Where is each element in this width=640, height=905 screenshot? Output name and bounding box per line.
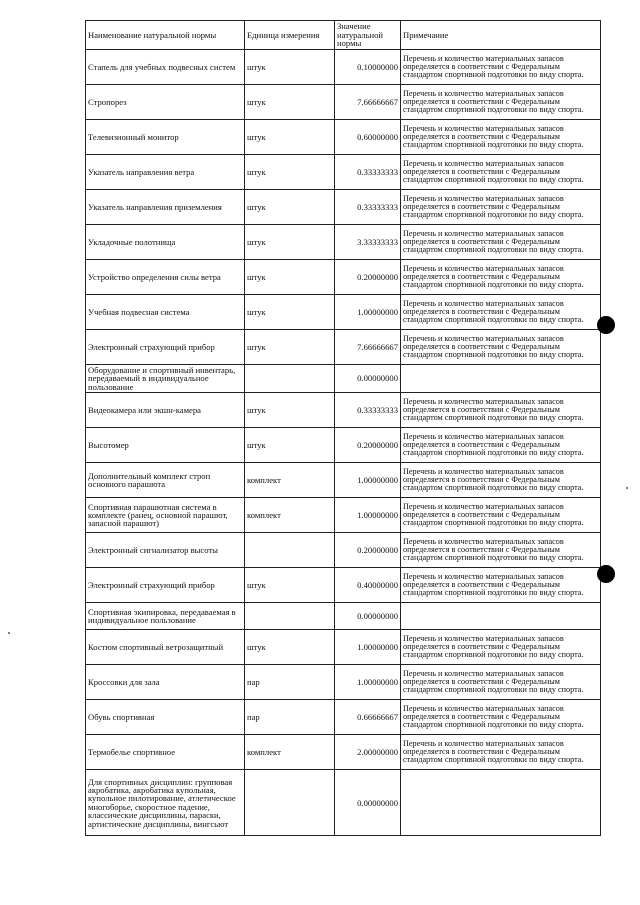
- row-name: Высотомер: [86, 428, 245, 463]
- row-name: Учебная подвесная система: [86, 295, 245, 330]
- table-row: [86, 225, 601, 260]
- row-value: 0.33333333: [335, 393, 401, 428]
- row-name: Указатель направления приземления: [86, 190, 245, 225]
- row-value: 0.20000000: [335, 428, 401, 463]
- row-note: Перечень и количество материальных запасов определяется в соответствии с Федеральным стандартом спортивной подготовки по виду спорта.: [401, 533, 601, 568]
- row-value: 1.00000000: [335, 630, 401, 665]
- row-unit: штук: [245, 190, 335, 225]
- row-unit: штук: [245, 85, 335, 120]
- scan-speck: [626, 487, 628, 489]
- table-row: [86, 665, 601, 700]
- row-note: Перечень и количество материальных запасов определяется в соответствии с Федеральным стандартом спортивной подготовки по виду спорта.: [401, 85, 601, 120]
- row-note: Перечень и количество материальных запасов определяется в соответствии с Федеральным стандартом спортивной подготовки по виду спорта.: [401, 393, 601, 428]
- row-value: 1.00000000: [335, 665, 401, 700]
- row-name: Указатель направления ветра: [86, 155, 245, 190]
- row-value: 1.00000000: [335, 295, 401, 330]
- header-note: Примечание: [401, 21, 601, 50]
- row-note: Перечень и количество материальных запасов определяется в соответствии с Федеральным стандартом спортивной подготовки по виду спорта.: [401, 225, 601, 260]
- row-name: Видеокамера или экшн-камера: [86, 393, 245, 428]
- table-row: [86, 190, 601, 225]
- table-row: [86, 533, 601, 568]
- row-note: Перечень и количество материальных запасов определяется в соответствии с Федеральным стандартом спортивной подготовки по виду спорта.: [401, 700, 601, 735]
- row-note: Перечень и количество материальных запасов определяется в соответствии с Федеральным стандартом спортивной подготовки по виду спорта.: [401, 190, 601, 225]
- table-row: [86, 463, 601, 498]
- row-name: Электронный страхующий прибор: [86, 330, 245, 365]
- table-row: [86, 498, 601, 533]
- row-unit: [245, 533, 335, 568]
- table-row-section: [86, 603, 601, 630]
- row-unit: штук: [245, 330, 335, 365]
- row-value: 7.66666667: [335, 85, 401, 120]
- row-note: Перечень и количество материальных запасов определяется в соответствии с Федеральным стандартом спортивной подготовки по виду спорта.: [401, 155, 601, 190]
- table-row: [86, 155, 601, 190]
- table-row: [86, 85, 601, 120]
- row-note: Перечень и количество материальных запасов определяется в соответствии с Федеральным стандартом спортивной подготовки по виду спорта.: [401, 665, 601, 700]
- row-name: Телевизионный монитор: [86, 120, 245, 155]
- row-note: Перечень и количество материальных запасов определяется в соответствии с Федеральным стандартом спортивной подготовки по виду спорта.: [401, 260, 601, 295]
- row-unit: штук: [245, 155, 335, 190]
- row-note: [401, 603, 601, 630]
- row-value: 0.00000000: [335, 365, 401, 393]
- row-name: Электронный страхующий прибор: [86, 568, 245, 603]
- row-value: 0.00000000: [335, 770, 401, 836]
- row-value: 0.66666667: [335, 700, 401, 735]
- table-row: [86, 330, 601, 365]
- table-row: [86, 428, 601, 463]
- row-note: Перечень и количество материальных запасов определяется в соответствии с Федеральным стандартом спортивной подготовки по виду спорта.: [401, 630, 601, 665]
- row-name: Спортивная парашютная система в комплекте (ранец, основной парашют, запасной парашют): [86, 498, 245, 533]
- header-name: Наименование натуральной нормы: [86, 21, 245, 50]
- row-name: Дополнительный комплект строп основного парашюта: [86, 463, 245, 498]
- row-unit: [245, 770, 335, 836]
- row-unit: пар: [245, 665, 335, 700]
- row-name: Для спортивных дисциплин: групповая акробатика, акробатика купольная, купольное пилотирование, атлетическое многоборье, скоростное падение, классические дисциплины, параски, артистические дисциплины, вингсьют: [86, 770, 245, 836]
- row-unit: [245, 603, 335, 630]
- row-note: Перечень и количество материальных запасов определяется в соответствии с Федеральным стандартом спортивной подготовки по виду спорта.: [401, 295, 601, 330]
- row-value: 0.10000000: [335, 50, 401, 85]
- row-value: 0.20000000: [335, 533, 401, 568]
- row-name: Стапель для учебных подвесных систем: [86, 50, 245, 85]
- table-row-section: [86, 770, 601, 836]
- row-unit: штук: [245, 393, 335, 428]
- row-value: 1.00000000: [335, 498, 401, 533]
- table-row: [86, 700, 601, 735]
- table-row: [86, 630, 601, 665]
- row-name: Костюм спортивный ветрозащитный: [86, 630, 245, 665]
- row-unit: [245, 365, 335, 393]
- row-note: Перечень и количество материальных запасов определяется в соответствии с Федеральным стандартом спортивной подготовки по виду спорта.: [401, 50, 601, 85]
- row-unit: штук: [245, 295, 335, 330]
- row-unit: комплект: [245, 463, 335, 498]
- row-unit: штук: [245, 260, 335, 295]
- row-unit: штук: [245, 120, 335, 155]
- row-value: 0.60000000: [335, 120, 401, 155]
- row-name: Стропорез: [86, 85, 245, 120]
- row-unit: штук: [245, 50, 335, 85]
- row-name: Электронный сигнализатор высоты: [86, 533, 245, 568]
- row-note: Перечень и количество материальных запасов определяется в соответствии с Федеральным стандартом спортивной подготовки по виду спорта.: [401, 120, 601, 155]
- row-value: 3.33333333: [335, 225, 401, 260]
- row-note: [401, 365, 601, 393]
- header-unit: Единица измерения: [245, 21, 335, 50]
- row-value: 0.20000000: [335, 260, 401, 295]
- row-note: Перечень и количество материальных запасов определяется в соответствии с Федеральным стандартом спортивной подготовки по виду спорта.: [401, 463, 601, 498]
- row-name: Обувь спортивная: [86, 700, 245, 735]
- row-value: 0.40000000: [335, 568, 401, 603]
- row-name: Термобелье спортивное: [86, 735, 245, 770]
- row-note: Перечень и количество материальных запасов определяется в соответствии с Федеральным стандартом спортивной подготовки по виду спорта.: [401, 735, 601, 770]
- row-name: Устройство определения силы ветра: [86, 260, 245, 295]
- row-note: Перечень и количество материальных запасов определяется в соответствии с Федеральным стандартом спортивной подготовки по виду спорта.: [401, 568, 601, 603]
- row-value: 0.00000000: [335, 603, 401, 630]
- table-row: [86, 568, 601, 603]
- row-value: 0.33333333: [335, 190, 401, 225]
- row-unit: комплект: [245, 498, 335, 533]
- table-row: [86, 393, 601, 428]
- table-header-row: [86, 21, 601, 50]
- row-unit: пар: [245, 700, 335, 735]
- header-value: Значение натуральной нормы: [335, 21, 401, 50]
- row-name: Спортивная экипировка, передаваемая в индивидуальное пользование: [86, 603, 245, 630]
- row-unit: штук: [245, 428, 335, 463]
- row-note: Перечень и количество материальных запасов определяется в соответствии с Федеральным стандартом спортивной подготовки по виду спорта.: [401, 330, 601, 365]
- row-name: Оборудование и спортивный инвентарь, передаваемый в индивидуальное пользование: [86, 365, 245, 393]
- row-unit: комплект: [245, 735, 335, 770]
- table-row-section: [86, 365, 601, 393]
- table-row: [86, 260, 601, 295]
- row-note: Перечень и количество материальных запасов определяется в соответствии с Федеральным стандартом спортивной подготовки по виду спорта.: [401, 428, 601, 463]
- scan-speck: [8, 632, 10, 634]
- row-value: 1.00000000: [335, 463, 401, 498]
- table-row: [86, 735, 601, 770]
- table-row: [86, 120, 601, 155]
- row-note: [401, 770, 601, 836]
- row-unit: штук: [245, 568, 335, 603]
- punch-hole-mark: [597, 565, 615, 583]
- punch-hole-mark: [597, 316, 615, 334]
- row-value: 2.00000000: [335, 735, 401, 770]
- natural-norms-table: [85, 20, 601, 836]
- table-row: [86, 50, 601, 85]
- row-value: 0.33333333: [335, 155, 401, 190]
- row-value: 7.66666667: [335, 330, 401, 365]
- row-name: Кроссовки для зала: [86, 665, 245, 700]
- table-row: [86, 295, 601, 330]
- row-note: Перечень и количество материальных запасов определяется в соответствии с Федеральным стандартом спортивной подготовки по виду спорта.: [401, 498, 601, 533]
- row-name: Укладочные полотнища: [86, 225, 245, 260]
- row-unit: штук: [245, 225, 335, 260]
- row-unit: штук: [245, 630, 335, 665]
